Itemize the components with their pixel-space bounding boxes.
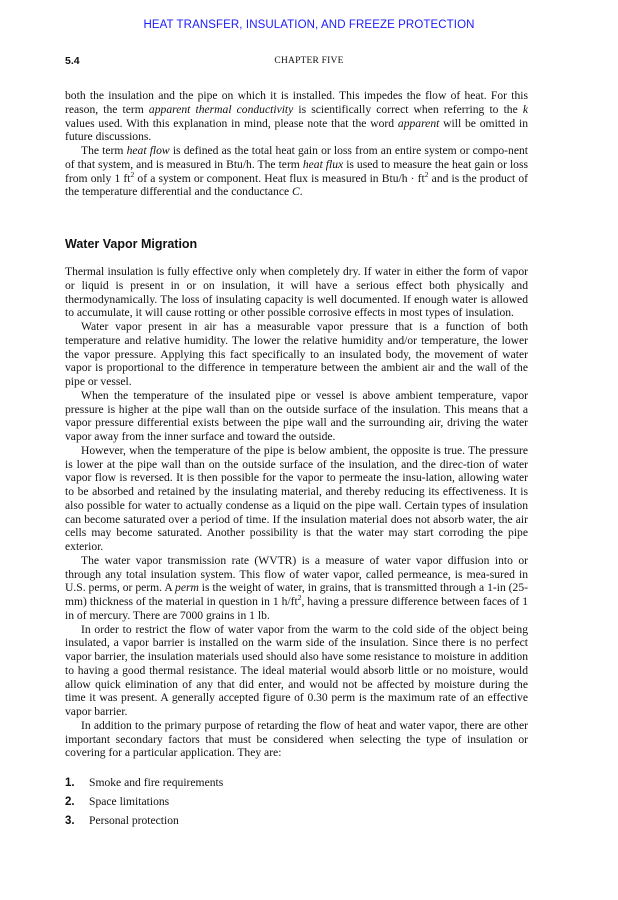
list-item: 1. Smoke and fire requirements <box>65 776 224 789</box>
section-heading: Water Vapor Migration <box>65 237 198 251</box>
section-paragraph-1: Thermal insulation is fully effective only when completely dry. If water in either the form of vapor or liquid is present in or on insulation, it will have a serious effect both physically and thermodynamically. The loss of insulating capacity is well documented. If enough water is allowed to accumulate, it will cause rotting or other possible corrosive effects in most types of insulation. <box>65 265 528 320</box>
factors-list <box>65 776 528 828</box>
running-head-title: HEAT TRANSFER, INSULATION, AND FREEZE PROTECTION <box>143 19 475 31</box>
body-text <box>65 89 528 833</box>
intro-paragraph-1: both the insulation and the pipe on which it is installed. This impedes the flow of heat. For this reason, the term apparent thermal conductivity is scientifically correct when referring to the k values used. With this explanation in mind, please note that the word apparent will be omitted in future discussions. <box>65 89 529 144</box>
page-number: 5.4 <box>65 55 80 67</box>
section-paragraph-5: The water vapor transmission rate (WVTR) is a measure of water vapor diffusion into or through any total insulation system. This flow of water vapor, called permeance, is mea-sured in U.S. perms, or perm. A perm is the weight of water, in grains, that is transmitted through a 1-in (25-mm) thickness of the material in question in 1 $h/ft^2$, having a pressure difference between faces of 1 in of mercury. There are 7000 grains in 1 lb. <box>65 553 529 622</box>
section-paragraph-6: In order to restrict the flow of water vapor from the warm to the cold side of the object being insulated, a vapor barrier is installed on the warm side of the insulation. Since there is no perfect vapor barrier, the insulation materials used should also have some resistance to moisture in addition to having a good thermal resistance. The ideal material would absorb little or no moisture, would allow quick elimination of any that did enter, and would not be affected by moisture during the time it was present. A generally accepted figure of 0.30 perm is the maximum rate of an effective vapor barrier. <box>65 622 528 718</box>
list-item: 2. Space limitations <box>65 795 170 808</box>
section-paragraph-7: In addition to the primary purpose of retarding the flow of heat and water vapor, there are other important secondary factors that must be considered when selecting the type of insulation or covering for a particular application. They are: <box>65 718 528 760</box>
chapter-label: CHAPTER FIVE <box>274 56 344 66</box>
section-paragraph-2: Water vapor present in air has a measurable vapor pressure that is a function of both temperature and relative humidity. The lower the relative humidity and/or temperature, the lower the vapor pressure. Applying this fact specifically to an insulated body, the movement of water vapor is proportional to the difference in temperature between the ambient air and the wall of the pipe or vessel. <box>65 320 528 388</box>
list-item: 3. Personal protection <box>65 814 179 827</box>
intro-paragraph-2: The term heat flow is defined as the total heat gain or loss from an entire system or compo-nent of that system, and is measured in Btu/h. The term heat flux is used to measure the heat gain or loss from only 1 $ft^2$ of a system or component. Heat flux is measured in $Btu/h \cdot ft^2$ and is the product of the temperature differential and the conductance C. <box>65 144 528 199</box>
section-paragraph-3: When the temperature of the insulated pipe or vessel is above ambient temperature, vapor pressure is higher at the pipe wall than on the outside surface of the insulation. This means that a vapor pressure differential exists between the pipe wall and the surrounding air, driving the water vapor away from the inner surface and toward the outside. <box>65 388 528 443</box>
section-paragraph-4: However, when the temperature of the pipe is below ambient, the opposite is true. The pressure is lower at the pipe wall than on the outside surface of the insulation, and the direc-tion of water vapor flow is reversed. It is then possible for the vapor to permeate the insu-lation, allowing water to be absorbed and retained by the insulating material, and thereby reducing its effectiveness. It is also possible for water to actually condense as a liquid on the pipe wall. Certain types of insulation can become saturated over a period of time. If the insulation material does not absorb water, the air cells may become saturated. Another possibility is that the water may start corroding the pipe exterior. <box>65 443 528 553</box>
